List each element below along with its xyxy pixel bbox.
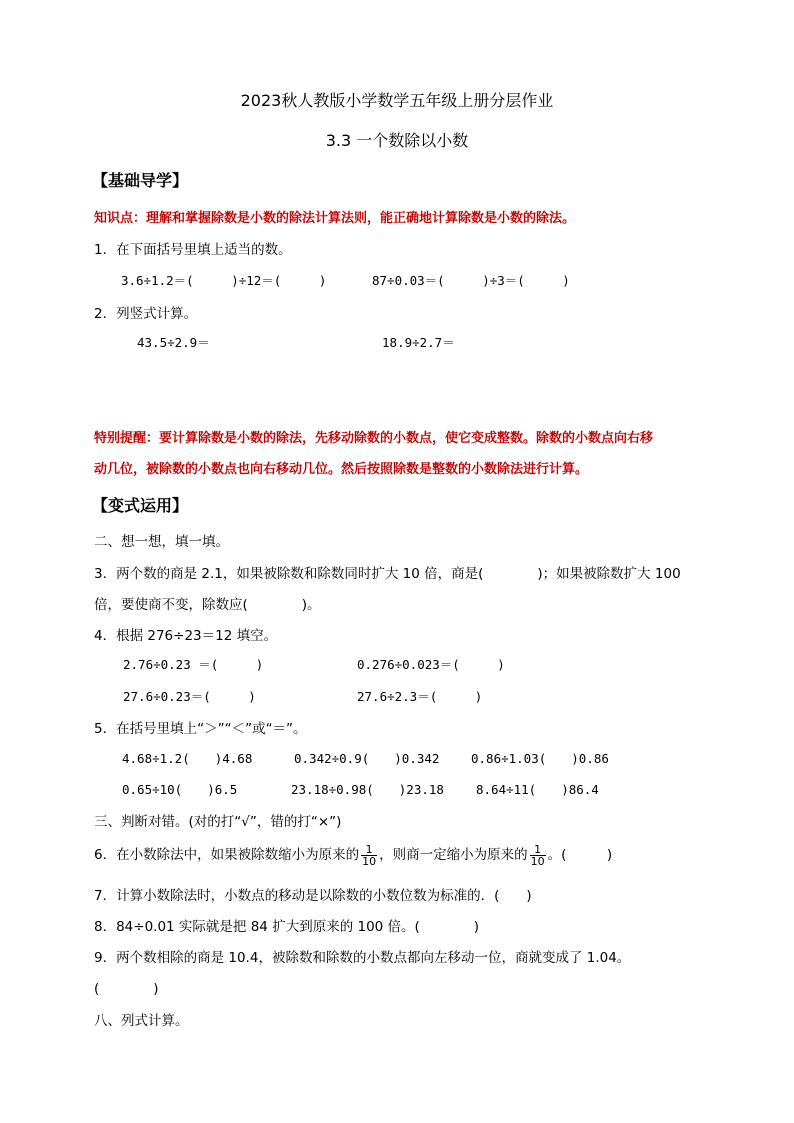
question-6-text-end: 。( ) [547, 847, 613, 863]
question-5-item: 0.342÷0.9( )0.342 [294, 751, 440, 766]
part-3-heading: 三、判断对错。(对的打“√”，错的打“×”) [94, 814, 342, 830]
question-5-item: 23.18÷0.98( )23.18 [291, 782, 444, 797]
question-5-item: 0.65÷10( )6.5 [122, 782, 238, 797]
fraction-one-tenth [530, 844, 546, 867]
knowledge-point: 知识点：理解和掌握除数是小数的除法计算法则，能正确地计算除数是小数的除法。 [94, 211, 576, 226]
question-4-item-b: 0.276÷0.023＝( ) [357, 657, 505, 672]
question-6-text-start: 6．在小数除法中，如果被除数缩小为原来的 [94, 847, 360, 863]
part-2-heading: 二、想一想，填一填。 [94, 534, 229, 550]
question-5-item: 4.68÷1.2( )4.68 [122, 751, 253, 766]
fraction-numerator: 1 [361, 844, 377, 856]
question-2-label: 2．列竖式计算。 [94, 306, 198, 322]
question-6 [94, 840, 612, 870]
worksheet-title: 2023秋人教版小学数学五年级上册分层作业 [240, 91, 554, 110]
question-1-item-b: 87÷0.03＝( )÷3＝( ) [372, 273, 570, 288]
fraction-denominator: 10 [530, 854, 545, 868]
question-4-label: 4．根据 276÷23＝12 填空。 [94, 628, 278, 644]
question-5-item: 8.64÷11( )86.4 [476, 782, 599, 797]
question-9-line-1: 9．两个数相除的商是 10.4，被除数和除数的小数点都向左移动一位，商就变成了 1.04。 [94, 950, 631, 966]
section-heading-variant: 【变式运用】 [92, 496, 189, 515]
question-4-item-c: 27.6÷0.23＝( ) [123, 689, 256, 704]
question-4-item-a: 2.76÷0.23 ＝( ) [123, 657, 264, 672]
worksheet-subtitle: 3.3 一个数除以小数 [325, 131, 469, 150]
reminder-line-2: 动几位，被除数的小数点也向右移动几位。然后按照除数是整数的小数除法进行计算。 [94, 462, 589, 477]
question-2-item-a: 43.5÷2.9＝ [137, 335, 210, 350]
question-4-item-d: 27.6÷2.3＝( ) [357, 689, 483, 704]
part-8-heading: 八、列式计算。 [94, 1013, 189, 1029]
question-9-line-2: ( ) [94, 981, 159, 997]
question-2-item-b: 18.9÷2.7＝ [382, 335, 455, 350]
fraction-one-tenth [361, 844, 377, 867]
question-6-text-middle: ，则商一定缩小为原来的 [379, 847, 528, 863]
section-heading-basic: 【基础导学】 [92, 171, 189, 190]
question-3-line-2: 倍，要使商不变，除数应( )。 [94, 597, 321, 613]
question-8: 8．84÷0.01 实际就是把 84 扩大到原来的 100 倍。( ) [94, 919, 480, 935]
reminder-line-1: 特别提醒：要计算除数是小数的除法，先移动除数的小数点，使它变成整数。除数的小数点向右移 [94, 431, 654, 446]
question-5-label: 5．在括号里填上“＞”“＜”或“＝”。 [94, 721, 307, 737]
question-1-item-a: 3.6÷1.2＝( )÷12＝( ) [121, 273, 327, 288]
fraction-numerator: 1 [530, 844, 546, 856]
fraction-denominator: 10 [362, 854, 377, 868]
question-5-item: 0.86÷1.03( )0.86 [471, 751, 609, 766]
question-7: 7．计算小数除法时，小数点的移动是以除数的小数位数为标准的．( ) [94, 888, 532, 904]
question-3-line-1: 3．两个数的商是 2.1，如果被除数和除数同时扩大 10 倍，商是( )；如果被除数扩大 100 [94, 566, 681, 582]
question-1-label: 1．在下面括号里填上适当的数。 [94, 242, 292, 258]
